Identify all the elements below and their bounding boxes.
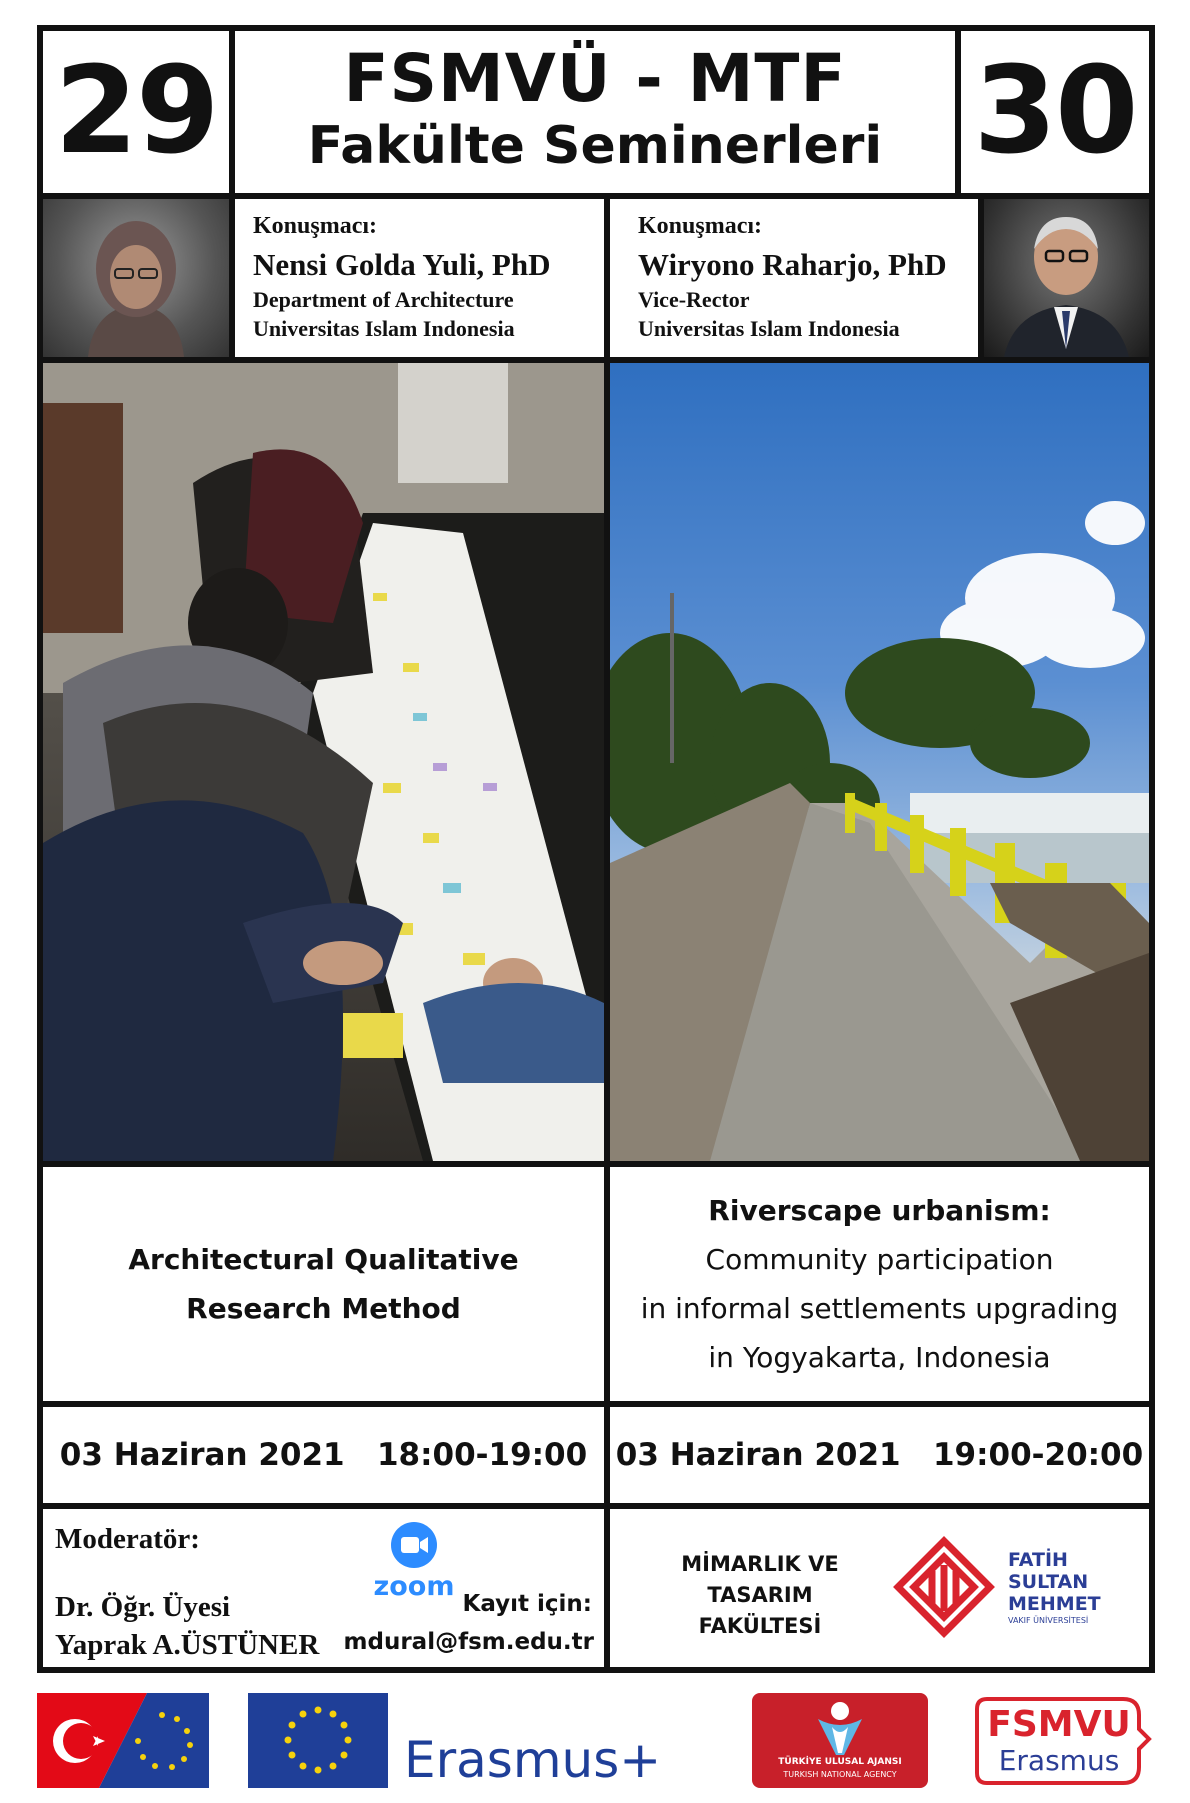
fsmvu-erasmus-wordmark: Erasmus <box>998 1744 1120 1777</box>
moderator-label: Moderatör: <box>55 1523 200 1555</box>
zoom-wordmark: zoom <box>373 1571 455 1602</box>
speaker-right-portrait <box>984 199 1149 357</box>
erasmus-plus-logo <box>248 1693 718 1788</box>
moderator-title: Dr. Öğr. Üyesi <box>55 1591 231 1623</box>
topic-right-line3: in Yogyakarta, Indonesia <box>708 1341 1051 1374</box>
workshop-photo <box>43 363 604 1161</box>
faculty-line3: FAKÜLTESİ <box>698 1614 822 1638</box>
title-line2: Fakülte Seminerleri <box>307 116 883 176</box>
agency-line2: TURKISH NATIONAL AGENCY <box>783 1770 897 1779</box>
speaker-left-affiliation2: Universitas Islam Indonesia <box>253 316 515 341</box>
day-right-box <box>961 31 1149 193</box>
fsm-university-logo-icon <box>892 1535 996 1639</box>
day-left: 29 <box>54 42 218 181</box>
register-label: Kayıt için: <box>462 1591 592 1617</box>
university-line3: MEHMET <box>1008 1593 1101 1615</box>
schedule-right-box <box>610 1407 1149 1503</box>
riverscape-photo <box>610 363 1149 1161</box>
topic-left-line2: Research Method <box>186 1292 461 1325</box>
topic-left-box <box>43 1167 604 1401</box>
eu-flag-icon <box>248 1693 388 1788</box>
speaker-right-label: Konuşmacı: <box>638 213 763 239</box>
fsmvu-erasmus-logo <box>973 1693 1153 1788</box>
speaker-left-affiliation1: Department of Architecture <box>253 287 514 312</box>
erasmus-wordmark: Erasmus+ <box>404 1731 662 1789</box>
speaker-right-affiliation1: Vice-Rector <box>638 287 750 312</box>
speaker-left-name: Nensi Golda Yuli, PhD <box>253 247 551 282</box>
day-left-box <box>43 31 229 193</box>
speaker-left-portrait <box>43 199 229 357</box>
schedule-left: 03 Haziran 2021 18:00-19:00 <box>59 1437 588 1473</box>
university-line4: VAKIF ÜNİVERSİTESİ <box>1008 1616 1089 1625</box>
speaker-right-affiliation2: Universitas Islam Indonesia <box>638 316 900 341</box>
university-line1: FATİH <box>1008 1549 1068 1571</box>
speaker-left-label: Konuşmacı: <box>253 213 378 239</box>
schedule-left-box <box>43 1407 604 1503</box>
faculty-line1: MİMARLIK VE <box>681 1552 839 1576</box>
speaker-right-name: Wiryono Raharjo, PhD <box>638 247 947 282</box>
moderator-box <box>43 1509 604 1667</box>
university-line2: SULTAN <box>1008 1571 1089 1593</box>
speaker-right-info <box>610 199 978 357</box>
topic-right-heading: Riverscape urbanism: <box>708 1194 1051 1227</box>
moderator-name: Yaprak A.ÜSTÜNER <box>55 1629 320 1661</box>
register-email[interactable]: mdural@fsm.edu.tr <box>343 1629 594 1655</box>
topic-right-line1: Community participation <box>705 1243 1054 1276</box>
day-right: 30 <box>973 42 1137 181</box>
speaker-left-info <box>235 199 604 357</box>
schedule-right: 03 Haziran 2021 19:00-20:00 <box>615 1437 1144 1473</box>
faculty-name <box>670 1549 850 1642</box>
turkish-national-agency-logo <box>752 1693 928 1788</box>
faculty-box <box>610 1509 1149 1667</box>
agency-line1: TÜRKİYE ULUSAL AJANSI <box>778 1757 902 1767</box>
turkey-eu-flag-logo <box>37 1693 209 1788</box>
faculty-line2: TASARIM <box>707 1583 813 1607</box>
topic-right-box <box>610 1167 1149 1401</box>
fsmvu-wordmark: FSMVU <box>987 1704 1131 1745</box>
title-box <box>235 31 955 193</box>
national-agency-icon <box>810 1697 870 1757</box>
zoom-icon <box>390 1521 438 1569</box>
university-name <box>1008 1549 1101 1627</box>
topic-right-line2: in informal settlements upgrading <box>640 1292 1119 1325</box>
title-line1: FSMVÜ - MTF <box>343 40 847 117</box>
topic-left-line1: Architectural Qualitative <box>128 1243 519 1276</box>
